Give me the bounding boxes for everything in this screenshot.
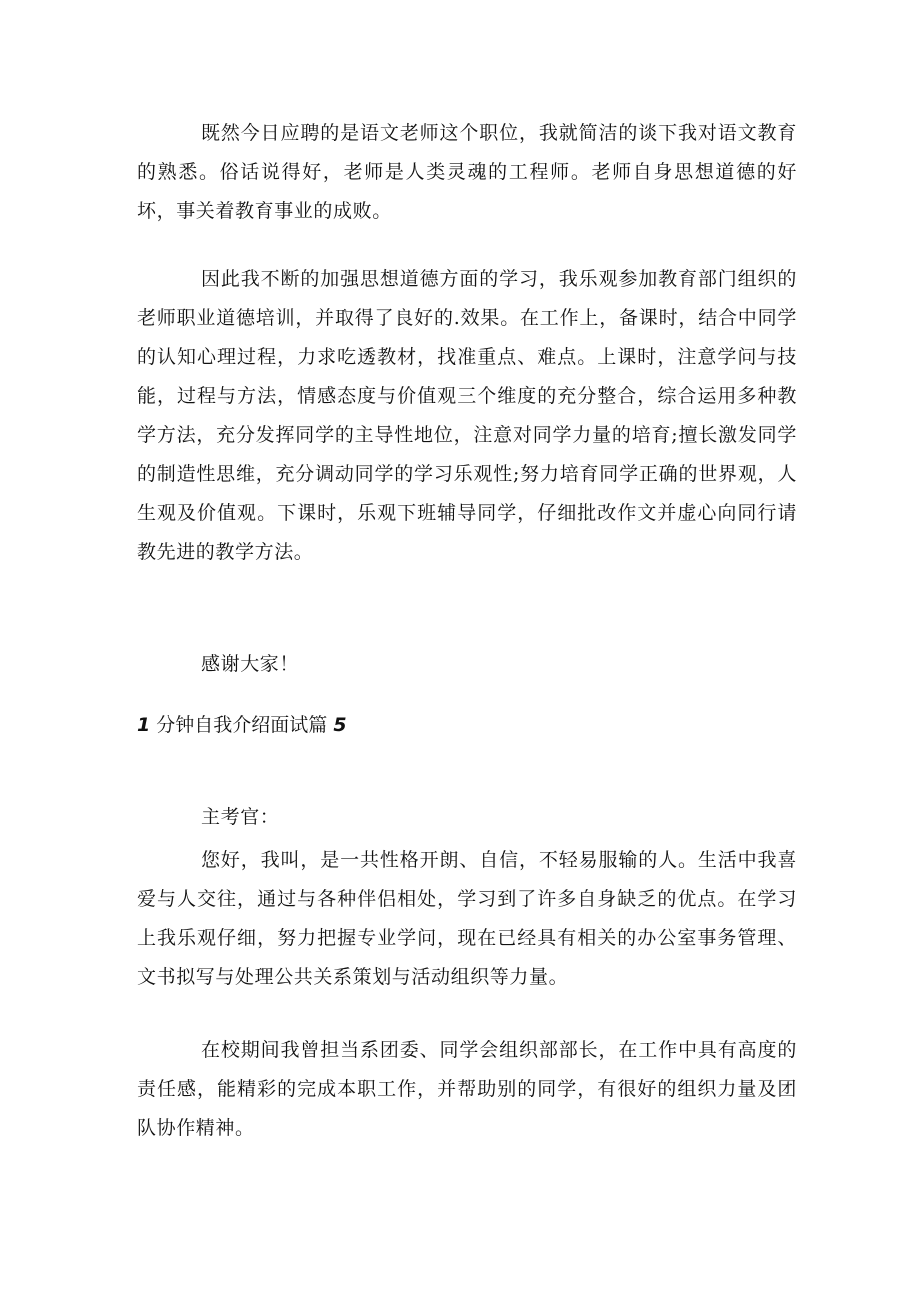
paragraph-school-experience: 在校期间我曾担当系团委、同学会组织部部长，在工作中具有高度的责任感，能精彩的完成本职工作，并帮助别的同学，有很好的组织力量及团队协作精神。	[137, 1039, 797, 1139]
paragraph-teaching-approach: 因此我不断的加强思想道德方面的学习，我乐观参加教育部门组织的老师职业道德培训，并取得了良好的.效果。在工作上，备课时，结合中同学的认知心理过程，力求吃透教材，找准重点、难点。上课时，注意学问与技能，过程与方法，情感态度与价值观三个维度的充分整合，综合运用多种教学方法，充分发挥同学的主导性地位，注意对同学力量的培育;擅长激发同学的制造性思维，充分调动同学的学习乐观性;努力培育同学正确的世界观，人生观及价值观。下课时，乐观下班辅导同学，仔细批改作文并虚心向同行请教先进的教学方法。	[137, 268, 797, 563]
paragraph-thanks: 感谢大家！	[201, 653, 300, 675]
paragraph-self-intro: 您好，我叫，是一共性格开朗、自信，不轻易服输的人。生活中我喜爱与人交往，通过与各种伴侣相处，学习到了许多自身缺乏的优点。在学习上我乐观仔细，努力把握专业学问，现在已经具有相关的办公室事务管理、文书拟写与处理公共关系策划与活动组织等力量。	[137, 849, 797, 988]
section-heading	[137, 706, 797, 745]
paragraph-salutation: 主考官：	[201, 806, 280, 828]
paragraph-intro: 既然今日应聘的是语文老师这个职位，我就简洁的谈下我对语文教育的熟悉。俗话说得好，老师是人类灵魂的工程师。老师自身思想道德的好坏，事关着教育事业的成败。	[137, 122, 797, 222]
heading-text: 分钟自我介绍面试篇	[156, 714, 328, 736]
heading-number-suffix: 5	[333, 714, 347, 736]
heading-number-prefix: 1	[137, 714, 151, 736]
